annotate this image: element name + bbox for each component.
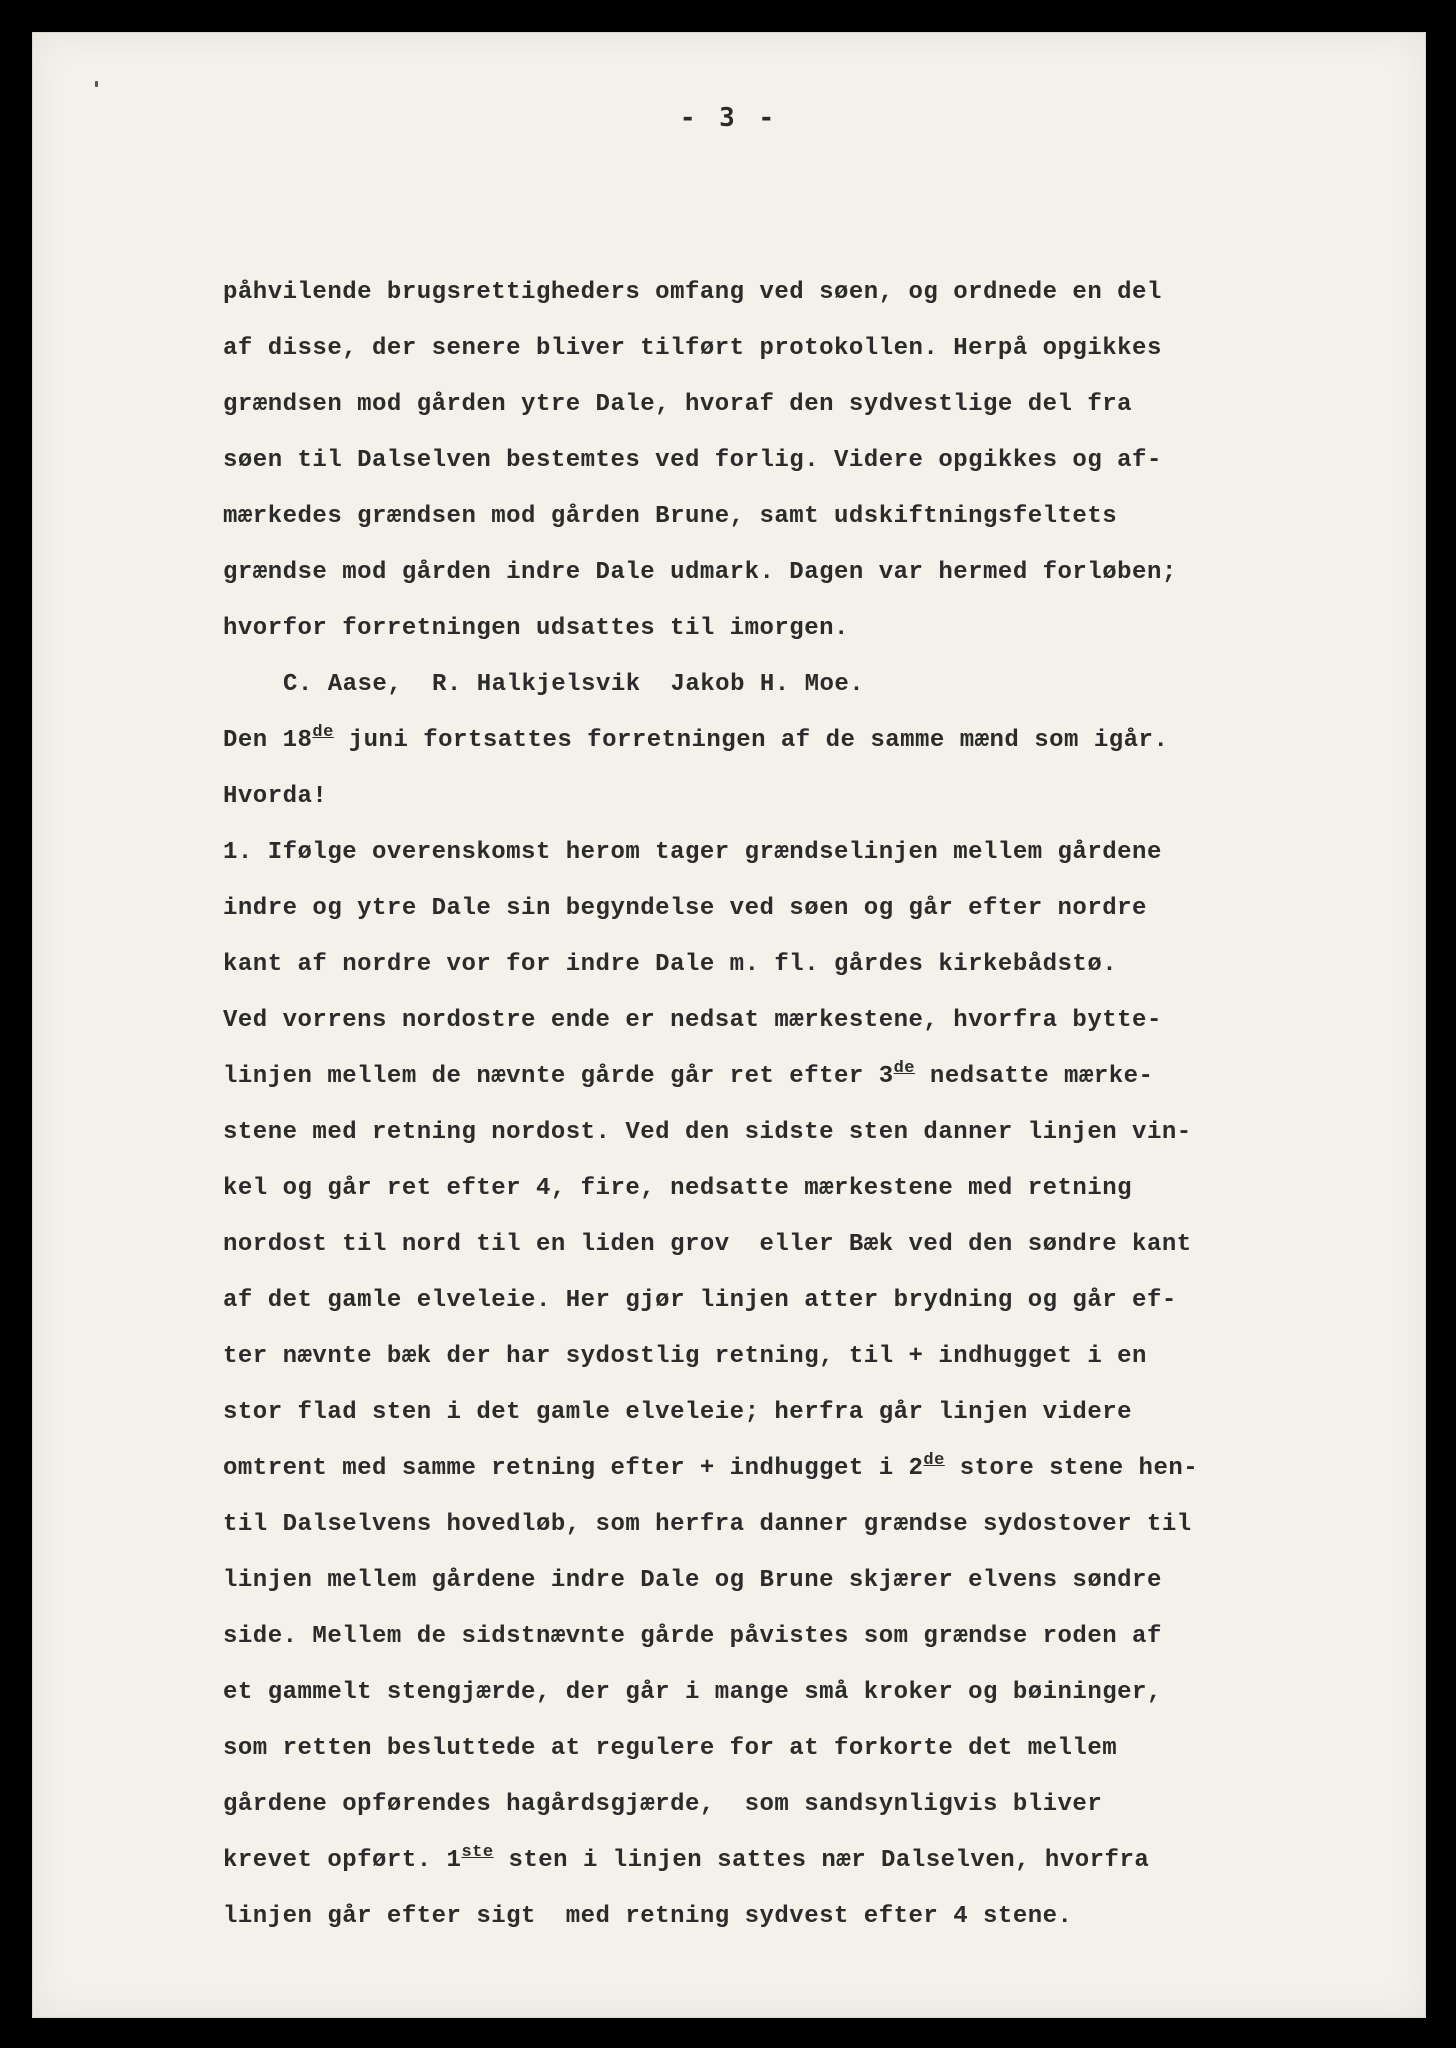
text-line: linjen mellem gårdene indre Dale og Brune skjærer elvens søndre (223, 1567, 1162, 1594)
text-segment: linjen mellem de nævnte gårde går ret efter 3 (223, 1063, 894, 1090)
text-line: et gammelt stengjærde, der går i mange små kroker og bøininger, (223, 1679, 1162, 1706)
text-line: stene med retning nordost. Ved den sidste sten danner linjen vin- (223, 1119, 1192, 1146)
text-line: hvorfor forretningen udsattes til imorgen. (223, 615, 849, 642)
text-line: stor flad sten i det gamle elveleie; herfra går linjen videre (223, 1399, 1133, 1426)
ordinal-superscript: de (923, 1451, 945, 1470)
text-line: kel og går ret efter 4, fire, nedsatte mærkestene med retning (223, 1175, 1133, 1202)
text-line (223, 1441, 1373, 1497)
text-segment: nedsatte mærke- (915, 1063, 1154, 1090)
document-body (223, 265, 1373, 1945)
text-line: til Dalselvens hovedløb, som herfra danner grændse sydostover til (223, 1511, 1192, 1538)
text-line: af det gamle elveleie. Her gjør linjen atter brydning og går ef- (223, 1287, 1177, 1314)
text-segment: Den 18 (223, 727, 313, 754)
scan-mark (95, 81, 98, 87)
text-line: nordost til nord til en liden grov eller Bæk ved den søndre kant (223, 1231, 1192, 1258)
text-segment: omtrent med samme retning efter + indhugget i 2 (223, 1455, 924, 1482)
document-page (32, 32, 1426, 2018)
text-line (223, 1833, 1373, 1889)
text-line: Ved vorrens nordostre ende er nedsat mærkestene, hvorfra bytte- (223, 1007, 1162, 1034)
text-line (223, 1049, 1373, 1105)
text-line: side. Mellem de sidstnævnte gårde påvistes som grændse roden af (223, 1623, 1162, 1650)
text-line: ter nævnte bæk der har sydostlig retning, til + indhugget i en (223, 1343, 1147, 1370)
text-line: påhvilende brugsrettigheders omfang ved søen, og ordnede en del (223, 279, 1162, 306)
text-line: indre og ytre Dale sin begyndelse ved søen og går efter nordre (223, 895, 1147, 922)
text-line: mærkedes grændsen mod gården Brune, samt udskiftningsfeltets (223, 503, 1118, 530)
text-line: 1. Ifølge overenskomst herom tager grændselinjen mellem gårdene (223, 839, 1162, 866)
ordinal-superscript: ste (461, 1843, 494, 1862)
text-line: som retten besluttede at regulere for at forkorte det mellem (223, 1735, 1118, 1762)
text-line: grændsen mod gården ytre Dale, hvoraf den sydvestlige del fra (223, 391, 1133, 418)
ordinal-superscript: de (312, 723, 334, 742)
text-line: gårdene opførendes hagårdsgjærde, som sandsynligvis bliver (223, 1791, 1103, 1818)
text-segment: store stene hen- (944, 1455, 1199, 1482)
ordinal-superscript: de (893, 1059, 916, 1078)
text-line: af disse, der senere bliver tilført protokollen. Herpå opgikkes (223, 335, 1162, 362)
text-segment: sten i linjen sattes nær Dalselven, hvorfra (493, 1847, 1150, 1874)
text-line: linjen går efter sigt med retning sydvest efter 4 stene. (223, 1903, 1073, 1930)
page-number: - 3 - (679, 103, 779, 133)
text-segment: krevet opført. 1 (223, 1847, 462, 1874)
text-line: kant af nordre vor for indre Dale m. fl. gårdes kirkebådstø. (223, 951, 1118, 978)
text-segment: juni fortsattes forretningen af de samme mænd som igår. (333, 727, 1169, 754)
text-line: Hvorda! (223, 783, 328, 810)
text-line: C. Aase, R. Halkjelsvik Jakob H. Moe. (283, 671, 865, 698)
text-line: søen til Dalselven bestemtes ved forlig. Videre opgikkes og af- (223, 447, 1162, 474)
text-line (223, 713, 1373, 769)
text-line: grændse mod gården indre Dale udmark. Dagen var hermed forløben; (223, 559, 1177, 586)
